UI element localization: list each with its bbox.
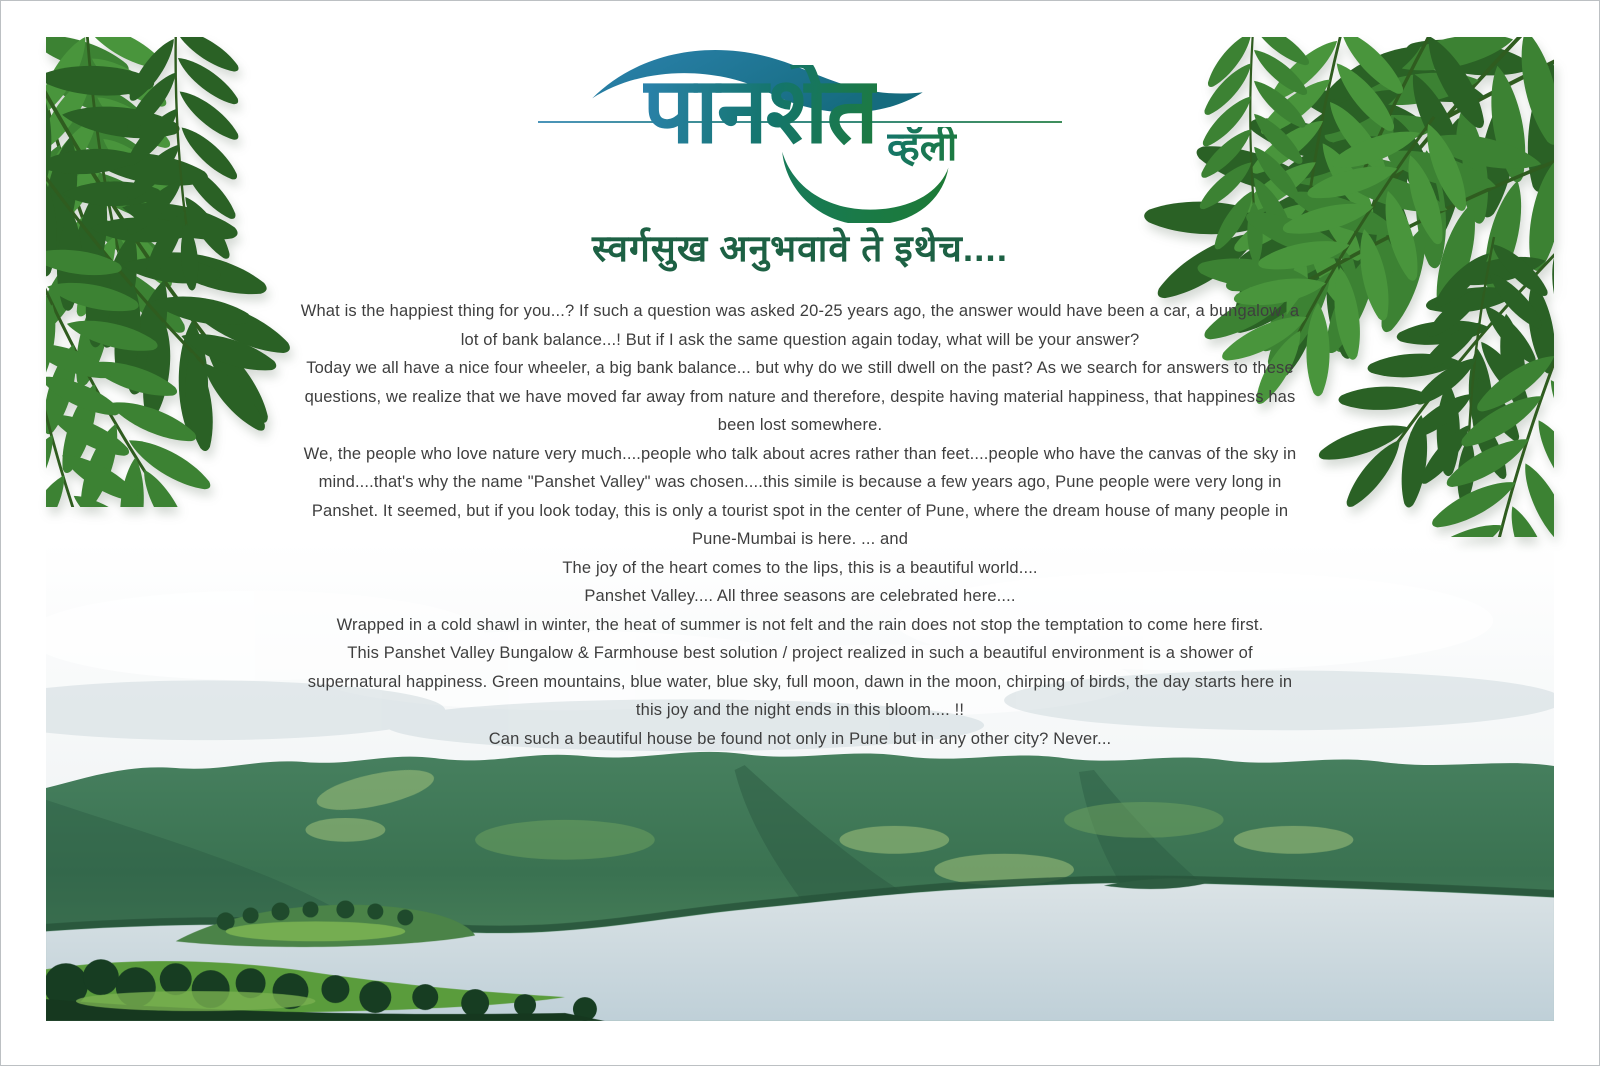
intro-line: questions, we realize that we have moved far away from nature and therefore, despite having material happiness, that happiness has: [304, 387, 1296, 406]
intro-text: [180, 297, 1420, 753]
intro-line: Pune-Mumbai is here. ... and: [691, 530, 909, 548]
intro-line: lot of bank balance...! But if I ask the same question again today, what will be your answer?: [460, 330, 1140, 349]
intro-line: this joy and the night ends in this bloom.... !!: [635, 701, 965, 719]
intro-line: This Panshet Valley Bungalow & Farmhouse best solution / project realized in such a beautiful environment is a shower of: [347, 644, 1253, 662]
intro-line: mind....that's why the name "Panshet Valley" was chosen....this simile is because a few years ago, Pune people were very long in: [318, 473, 1282, 491]
intro-line: We, the people who love nature very much....people who talk about acres rather than feet....people who have the canvas of the sky in: [303, 444, 1297, 463]
panshet-valley-logo: [520, 35, 1080, 223]
intro-line: What is the happiest thing for you...? If such a question was asked 20-25 years ago, the answer would have been a car, a bungalow, a: [300, 302, 1300, 320]
intro-line: Wrapped in a cold shawl in winter, the heat of summer is not felt and the rain does not stop the temptation to come here first.: [336, 615, 1264, 634]
intro-line: Can such a beautiful house be found not only in Pune but in any other city? Never...: [488, 729, 1112, 748]
intro-line: supernatural happiness. Green mountains, blue water, blue sky, full moon, dawn in the moon, chirping of birds, the day starts here in: [307, 672, 1293, 691]
intro-line: Today we all have a nice four wheeler, a big bank balance... but why do we still dwell on the past? As we search for answers to these: [306, 359, 1294, 377]
intro-line: The joy of the heart comes to the lips, this is a beautiful world....: [562, 558, 1038, 577]
intro-line: been lost somewhere.: [717, 416, 883, 434]
tagline-marathi: स्वर्गसुख अनुभवावे ते इथेच....: [592, 228, 1008, 269]
logo-title-marathi: पानशेत: [642, 60, 877, 162]
intro-line: Panshet. It seemed, but if you look today, this is only a tourist spot in the center of Pune, where the dream house of many people in: [311, 501, 1289, 520]
logo-subtitle-marathi: व्हॅली: [886, 125, 958, 169]
intro-line: Panshet Valley.... All three seasons are celebrated here....: [584, 587, 1016, 605]
